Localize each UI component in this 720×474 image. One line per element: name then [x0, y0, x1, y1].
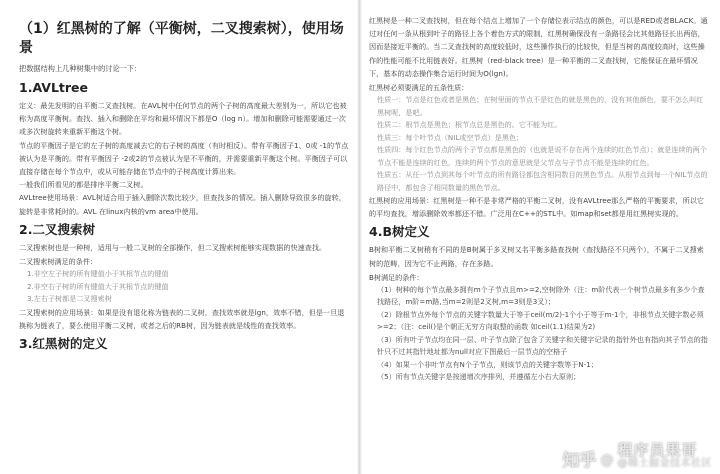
rb-usage: 红黑树的应用场景：红黑树是一种不是非常严格的平衡二叉树，没有AVLtree那么严格的平衡要求，所以它的平均查找，增添删除效率都还不错。广泛用在C++的STL中。如map和set都是用红黑树实现的。 [369, 196, 705, 219]
bst-usage: 二叉搜索树的应用场景：如果是没有退化称为链表的二叉树，查找效率就是lgn，效率不错，但是一旦退换称为链表了，要么使用平衡二叉树，或者之后的RB树，因为链表就是线性的查找效率。 [19, 307, 345, 330]
avl-heading: 1.AVLtree [19, 80, 89, 95]
bst-definition: 二叉搜索树也是一种树，适用与一般二叉树的全部操作，但二叉搜索树能够实现数据的快速查找。 [19, 242, 327, 252]
rb-property-2: 性质二：根节点是黑色；根节点总是黑色的。它不能为红。 [377, 120, 562, 130]
avl-note: 一般我们所看见的都是排序平衡二叉树。 [19, 180, 148, 190]
left-page [0, 0, 359, 474]
page-title: （1）红黑树的了解（平衡树，二叉搜索树），使用场景 [19, 21, 344, 56]
rb-property-5: 性质五：从任一节点到其每个叶节点的所有路径都包含相同数目的黑色节点。从根节点到每一个NIL节点的路径中，都包含了相同数量的黑色节点。 [377, 170, 708, 192]
bst-conditions-label: 二叉搜索树满足的条件： [19, 257, 98, 267]
avl-usage: AVLtree使用场景：AVL树适合用于插入删除次数比较少，但查找多的情况。插入删除导致很多的旋转，旋转是非常耗时的。AVL 在linux内核的vm area中使用。 [19, 193, 346, 216]
watermark-community: @稀土掘金技术社区 [617, 458, 712, 469]
right-page [361, 0, 720, 474]
rb-property-4: 性质四：每个红色节点的两个子节点都是黑色的（也就是说不存在两个连续的红色节点）；就是连续的两个节点不能是连续的红色，连续的两个节点的意思就是父节点与子节点不能是连续的红色。 [377, 145, 707, 167]
watermark-author: 程序员果哥 [617, 441, 698, 459]
rb-property-3: 性质三：每个叶节点（NIL或空节点）是黑色； [377, 132, 524, 142]
avl-definition: 定义：最先发明的自平衡二叉查找树。在AVL树中任何节点的两个子树的高度最大差别为一，所以它也被称为高度平衡树。查找、插入和删除在平均和最坏情况下都是O（log n）。增加和删除可能需要通过一次或多次树旋转来重新平衡这个树。 [19, 101, 347, 137]
zhihu-logo: 知乎 [562, 451, 597, 471]
intro-text: 把数据结构上几种树集中的讨论一下： [19, 64, 142, 73]
rb-properties-label: 红黑树必须要满足的五条性质： [369, 83, 469, 93]
at-sign: @ [600, 453, 614, 468]
bst-condition-3: 3.左右子树都是二叉搜索树 [27, 294, 112, 304]
btree-condition-4: （4）如果一个非叶节点有N个子节点，则该节点的关键字数等于N-1； [377, 359, 598, 369]
btree-condition-5: （5）所有节点关键字是按递增次序排列，并遵循左小右大原则； [377, 372, 581, 382]
bst-condition-1: 1.非空左子树的所有键值小于其根节点的键值 [27, 269, 169, 279]
bst-heading: 2.二叉搜索树 [19, 221, 95, 237]
watermark-text [618, 442, 713, 470]
btree-definition: B树和平衡二叉树稍有不同的是B树属于多叉树又名平衡多路查找树（查找路径不只两个），不属于二叉搜索树的范畴，因为它不止两路，存在多路。 [369, 245, 704, 268]
avl-balance-factor: 节点的平衡因子是它的左子树的高度减去它的右子树的高度（有时相反）。带有平衡因子1、0或 -1的节点被认为是平衡的。带有平衡因子 -2或2的节点被认为是不平衡的，并需要重新平衡这个树。平衡因子可以直接存储在每个节点中，或从可能存储在节点中的子树高度计算出来。 [19, 140, 349, 177]
btree-conditions-label: B树满足的条件： [369, 272, 424, 282]
btree-heading: 4.B树定义 [369, 224, 430, 240]
rb-property-1: 性质一：节点是红色或者是黑色；在树里面的节点不是红色的就是黑色的，没有其他颜色，要不怎么叫红黑树呢，是吧。 [377, 95, 704, 117]
rb-definition: 红黑树是一种二叉查找树，但在每个结点上增加了一个存储位表示结点的颜色，可以是RED或者BLACK。通过对任何一条从根到叶子的路径上各个着色方式的限制，红黑树确保没有一条路径会比其他路径长出两倍，因而是接近平衡的。当二叉查找树的高度较低时，这些操作执行的比较快，但是当树的高度较高时，这些操作的性能可能不比用链表好。红黑树（red-black tree）是一种平衡的二叉查找树，它能保证在最坏情况下，基本的动态操作集合运行时间为O(lgn)。 [369, 16, 708, 78]
bst-condition-2: 2.非空右子树的所有键值大于其根节点的键值 [27, 281, 169, 291]
btree-condition-3: （3）所有叶子节点均在同一层、叶子节点除了包含了关键字和关键字记录的指针外也有指向其子节点的指针只不过其指针地址都为null对应下图最后一层节点的空格子 [377, 334, 708, 357]
btree-condition-1: （1）树种的每个节点最多拥有m个子节点且m>=2,空树除外（注：m阶代表一个树节点最多有多少个查找路径，m阶=m路,当m=2则是2叉树,m=3则是3叉）； [377, 284, 705, 307]
watermark [563, 442, 713, 470]
btree-condition-2: （2）除根节点外每个节点的关键字数量大于等于ceil(m/2)-1个小于等于m-1个，非根节点关键字数必须>=2；（注：ceil()是个朝正无穷方向取整的函数 如ceil(1.1)结果为2) [377, 309, 704, 332]
rb-definition-heading: 3.红黑树的定义 [19, 335, 108, 351]
